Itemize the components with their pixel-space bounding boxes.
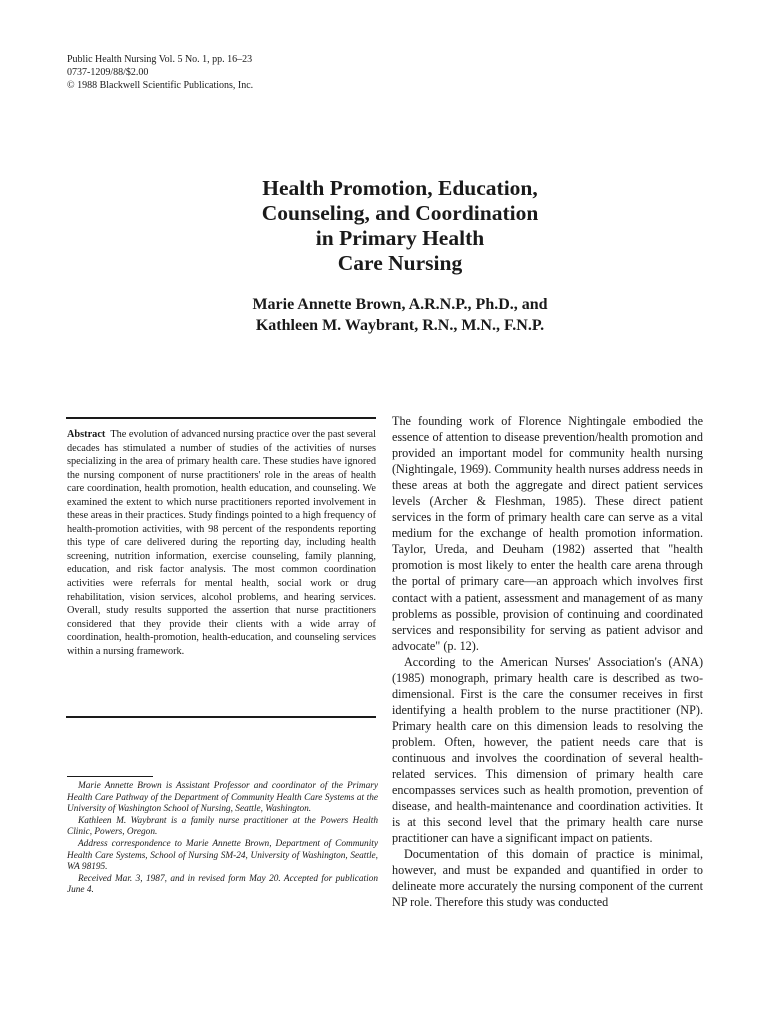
footnotes [67, 781, 378, 897]
abstract-label: Abstract [67, 429, 106, 440]
footnote-received: Received Mar. 3, 1987, and in revised form May 20. Accepted for publication June 4. [67, 873, 378, 896]
abstract-top-rule [66, 417, 376, 419]
author-line: Kathleen M. Waybrant, R.N., M.N., F.N.P. [255, 317, 545, 334]
title-line: Counseling, and Coordination [261, 201, 539, 225]
abstract [67, 428, 376, 658]
title-line: Health Promotion, Education, [262, 176, 538, 200]
abstract-bottom-rule [66, 716, 376, 718]
title-line: Care Nursing [337, 251, 463, 275]
abstract-text: The evolution of advanced nursing practice over the past several decades has stimulated a number of studies of the activities of nurses specializing in the area of primary health care. These studies have ignored the nursing component of nurse practitioners' role in the areas of health care coordination, health promotion, health education, and counseling. We examined the extent to which nurse practitioners reported involvement in these areas in their practices. Study findings pointed to a high frequency of health-promotion activities, with 98 percent of the respondents reporting this type of care delivered during the reporting day, including health screening, nutrition information, exercise counseling, family planning, education, and risk factor analysis. The most common coordination activities were referrals for mental health, social work or drug rehabilitation, vision services, alcohol problems, and hearing services. Overall, study results supported the assertion that nurse practitioners considered that they provide their clients with a wide array of coordination, health-promotion, health-education, and counseling services within a nursing framework. [67, 429, 376, 657]
footnote-rule [67, 776, 153, 777]
author-line: Marie Annette Brown, A.R.N.P., Ph.D., and [252, 296, 548, 313]
footnote-author2: Kathleen M. Waybrant is a family nurse practitioner at the Powers Health Clinic, Powers, Oregon. [67, 815, 378, 838]
title-line: in Primary Health [315, 226, 485, 250]
author-list [120, 294, 680, 336]
journal-citation: Public Health Nursing Vol. 5 No. 1, pp. 16–23 [67, 54, 253, 65]
body-text [392, 413, 703, 910]
article-title [120, 176, 680, 276]
journal-copyright: © 1988 Blackwell Scientific Publications, Inc. [67, 80, 254, 91]
journal-header [67, 53, 253, 92]
body-paragraph: Documentation of this domain of practice is minimal, however, and must be expanded and quantified in order to delineate more accurately the nursing component of the current NP role. Therefore this study was conducted [392, 847, 703, 910]
journal-issn: 0737-1209/88/$2.00 [67, 67, 149, 78]
body-paragraph: According to the American Nurses' Association's (ANA) (1985) monograph, primary health care is described as two-dimensional. First is the care the consumer receives in first identifying a health problem to the nurse practitioner (NP). Primary health care on this dimension leads to resolving the problem. Often, however, the patient needs care that is continuous and involves the coordination of several health-related services. This dimension of primary health care encompasses services such as health promotion, prevention of disease, and health-maintenance and coordination activities. It is at this second level that the primary health care nurse practitioner can have a significant impact on patients. [392, 654, 703, 846]
footnote-correspondence: Address correspondence to Marie Annette Brown, Department of Community Health Care Systems, School of Nursing SM-24, University of Washington, Seattle, WA 98195. [67, 838, 378, 873]
footnote-author1: Marie Annette Brown is Assistant Professor and coordinator of the Primary Health Care Pathway of the Department of Community Health Care Systems at the University of Washington School of Nursing, Seattle, Washington. [67, 781, 378, 815]
body-paragraph: The founding work of Florence Nightingale embodied the essence of attention to disease prevention/health promotion and provided an important model for community health nursing (Nightingale, 1969). Community health nurses address needs in these areas at both the aggregate and direct patient services levels (Archer & Fleshman, 1985). These direct patient services in the form of primary health care can serve as a vital medium for the exchange of health promotion information. Taylor, Ureda, and Deuham (1982) asserted that "health promotion is most likely to enter the health care arena through the portal of primary care—an approach which involves first contact with a patient, assessment and management of as many problems as possible, provision of continuing and coordinated services and responsibility for serving as patient advisor and advocate" (p. 12). [392, 414, 703, 653]
